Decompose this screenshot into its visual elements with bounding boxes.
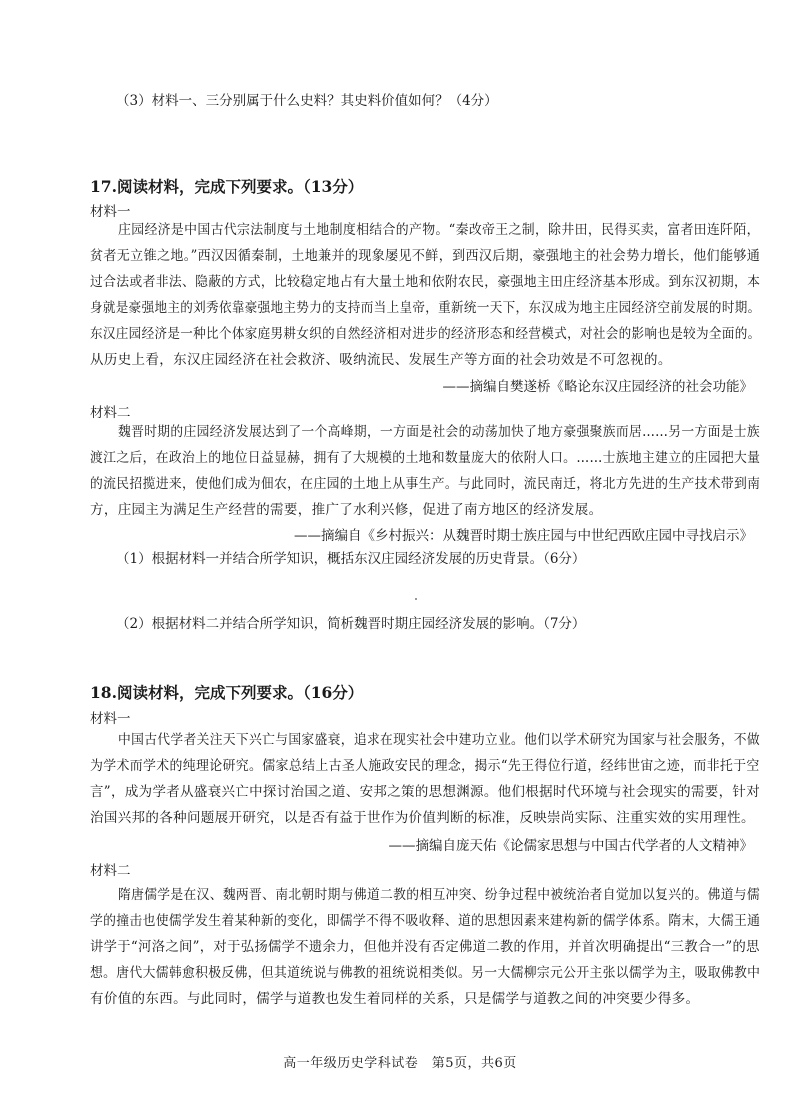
q18-heading: 18.阅读材料，完成下列要求。（16分） xyxy=(90,683,364,702)
q17-material1-label: 材料一 xyxy=(90,204,131,220)
q18-m1-line: 治国兴邦的各种问题展开研究，以是否有益于世作为价值判断的标准，反映崇尚实际、注重实效的实用理性。 xyxy=(90,810,755,826)
q17-m2-line: 魏晋时期的庄园经济发展达到了一个高峰期，一方面是社会的动荡加快了地方豪强聚族而居……另一方面是士族 xyxy=(118,424,761,440)
q17-m2-line: 方，庄园主为满足生产经营的需要，推广了水利兴修，促进了南方地区的经济发展。 xyxy=(90,502,603,518)
q17-m1-line: 东汉庄园经济是一种比个体家庭男耕女织的自然经济相对进步的经济形态和经营模式，对社会的影响也是较为全面的。 xyxy=(90,326,761,342)
page-footer: 高一年级历史学科试卷 第5页，共6页 xyxy=(283,1056,517,1071)
q17-sub1: （1）根据材料一并结合所学知识，概括东汉庄园经济发展的历史背景。（6分） xyxy=(116,551,586,567)
q17-m1-line: 身就是豪强地主的刘秀依靠豪强地主势力的支持而当上皇帝，重新统一天下，东汉成为地主庄园经济空前发展的时期。 xyxy=(90,300,761,316)
q17-m2-line: 渡江之后，在政治上的地位日益显赫，拥有了大规模的土地和数量庞大的依附人口。……士族地主建立的庄园把大量 xyxy=(90,450,761,466)
q17-heading: 17.阅读材料，完成下列要求。（13分） xyxy=(90,177,364,196)
q17-m1-line: 过合法或者非法、隐蔽的方式，比较稳定地占有大量土地和依附农民，豪强地主田庄经济基本形成。到东汉初期，本 xyxy=(90,274,761,290)
q17-m2-source: ——摘编自《乡村振兴：从魏晋时期士族庄园与中世纪西欧庄园中寻找启示》 xyxy=(294,528,753,544)
q18-material2-label: 材料二 xyxy=(90,863,131,879)
q17-m1-line: 贫者无立锥之地。”西汉因循秦制，土地兼并的现象屡见不鲜，到西汉后期，豪强地主的社会势力增长，他们能够通 xyxy=(90,248,761,264)
q17-m1-line: 庄园经济是中国古代宗法制度与土地制度相结合的产物。“秦改帝王之制，除井田，民得买卖，富者田连阡陌， xyxy=(118,222,760,238)
q18-material1-label: 材料一 xyxy=(90,711,131,727)
q18-m2-line: 讲学于“河洛之间”，对于弘扬儒学不遗余力，但他并没有否定佛道二教的作用，并首次明确提出“三教合一”的思 xyxy=(90,939,760,955)
scan-speck xyxy=(415,598,417,600)
q18-m2-line: 学的撞击也使儒学发生着某种新的变化，即儒学不得不吸收释、道的思想因素来建构新的儒学体系。隋末，大儒王通 xyxy=(90,913,761,929)
q18-m2-line: 有价值的东西。与此同时，儒学与道教也发生着同样的关系，只是儒学与道教之间的冲突要少得多。 xyxy=(90,991,700,1007)
q18-m1-source: ——摘编自庞天佑《论儒家思想与中国古代学者的人文精神》 xyxy=(388,838,753,854)
q18-m2-line: 想。唐代大儒韩愈积极反佛，但其道统说与佛教的祖统说相类似。另一大儒柳宗元公开主张以儒学为主，吸取佛教中 xyxy=(90,965,761,981)
q18-m1-line: 言”，成为学者从盛衰兴亡中探讨治国之道、安邦之策的思想渊源。他们根据时代环境与社会现实的需要，针对 xyxy=(90,784,761,800)
q17-m2-line: 的流民招揽进来，使他们成为佃农，在庄园的土地上从事生产。与此同时，流民南迁，将北方先进的生产技术带到南 xyxy=(90,476,761,492)
q17-sub2: （2）根据材料二并结合所学知识，简析魏晋时期庄园经济发展的影响。（7分） xyxy=(116,616,586,632)
q17-material2-label: 材料二 xyxy=(90,405,131,421)
q17-m1-source: ——摘编自樊遂桥《略论东汉庄园经济的社会功能》 xyxy=(442,379,753,395)
q18-m2-line: 隋唐儒学是在汉、魏两晋、南北朝时期与佛道二教的相互冲突、纷争过程中被统治者自觉加以复兴的。佛道与儒 xyxy=(118,887,761,903)
q18-m1-line: 为学术而学术的纯理论研究。儒家总结上古圣人施政安民的理念，揭示“先王得位行道，经纬世宙之迹，而非托于空 xyxy=(90,758,760,774)
q18-m1-line: 中国古代学者关注天下兴亡与国家盛衰，追求在现实社会中建功立业。他们以学术研究为国家与社会服务，不做 xyxy=(118,732,761,748)
q16-sub3: （3）材料一、三分别属于什么史料？其史料价值如何？（4分） xyxy=(116,93,498,109)
q17-m1-line: 从历史上看，东汉庄园经济在社会救济、吸纳流民、发展生产等方面的社会功效是不可忽视的。 xyxy=(90,352,672,368)
